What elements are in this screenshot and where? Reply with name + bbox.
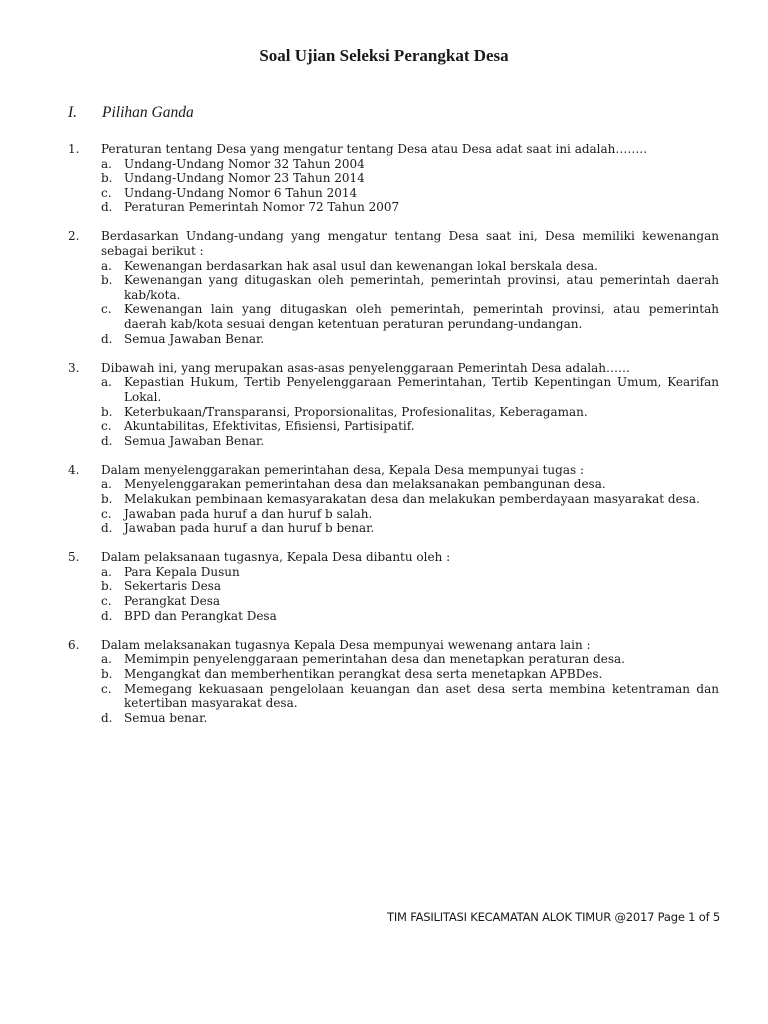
option-text: Memimpin penyelenggaraan pemerintahan desa dan menetapkan peraturan desa. bbox=[124, 652, 625, 667]
question-number: 2. bbox=[68, 229, 80, 244]
option-text: Akuntabilitas, Efektivitas, Efisiensi, Partisipatif. bbox=[124, 419, 415, 434]
option-text: Para Kepala Dusun bbox=[124, 564, 240, 579]
question-list bbox=[68, 142, 719, 740]
question-item bbox=[68, 463, 719, 536]
answer-option bbox=[68, 579, 719, 594]
question-text: Dalam menyelenggarakan pemerintahan desa, Kepala Desa mempunyai tugas : bbox=[101, 462, 585, 477]
option-letter: c. bbox=[101, 185, 112, 200]
option-text: Undang-Undang Nomor 23 Tahun 2014 bbox=[124, 171, 365, 186]
option-text: Semua Jawaban Benar. bbox=[124, 331, 265, 346]
question-item bbox=[68, 229, 719, 346]
question-stem bbox=[68, 463, 719, 478]
page-title: Soal Ujian Seleksi Perangkat Desa bbox=[259, 46, 509, 65]
option-letter: d. bbox=[101, 710, 113, 725]
answer-option bbox=[68, 521, 719, 536]
answer-option bbox=[68, 492, 719, 507]
option-text: BPD dan Perangkat Desa bbox=[124, 608, 277, 623]
answer-option bbox=[68, 711, 719, 726]
option-letter: c. bbox=[101, 302, 112, 317]
option-letter: d. bbox=[101, 433, 113, 448]
question-text: Peraturan tentang Desa yang mengatur tentang Desa atau Desa adat saat ini adalah…….. bbox=[101, 142, 648, 156]
option-letter: c. bbox=[101, 506, 112, 521]
section-number: I. bbox=[68, 104, 78, 121]
answer-option bbox=[68, 171, 719, 186]
option-letter: b. bbox=[101, 404, 113, 419]
question-stem bbox=[68, 142, 719, 157]
option-letter: a. bbox=[101, 564, 112, 579]
option-text: Memegang kekuasaan pengelolaan keuangan dan aset desa serta membina ketentraman dan ketertiban masyarakat desa. bbox=[124, 681, 719, 711]
answer-option bbox=[68, 273, 719, 302]
option-text: Kewenangan yang ditugaskan oleh pemerintah, pemerintah provinsi, atau pemerintah daerah kab/kota. bbox=[124, 273, 719, 302]
answer-option bbox=[68, 477, 719, 492]
answer-option bbox=[68, 302, 719, 331]
question-stem bbox=[68, 229, 719, 258]
question-item bbox=[68, 638, 719, 726]
question-item bbox=[68, 142, 719, 215]
answer-option bbox=[68, 157, 719, 172]
option-text: Melakukan pembinaan kemasyarakatan desa dan melakukan pemberdayaan masyarakat desa. bbox=[124, 491, 700, 506]
answer-option bbox=[68, 375, 719, 404]
answer-option bbox=[68, 682, 719, 711]
answer-option bbox=[68, 507, 719, 522]
section-title: Pilihan Ganda bbox=[102, 104, 194, 121]
option-text: Jawaban pada huruf a dan huruf b benar. bbox=[124, 521, 375, 536]
option-text: Perangkat Desa bbox=[124, 594, 221, 609]
option-letter: a. bbox=[101, 258, 112, 273]
option-letter: d. bbox=[101, 331, 113, 346]
question-text: Dalam pelaksanaan tugasnya, Kepala Desa dibantu oleh : bbox=[101, 550, 451, 565]
question-item bbox=[68, 361, 719, 449]
option-text: Undang-Undang Nomor 32 Tahun 2004 bbox=[124, 156, 365, 171]
option-text: Undang-Undang Nomor 6 Tahun 2014 bbox=[124, 185, 358, 200]
answer-option bbox=[68, 652, 719, 667]
question-number: 4. bbox=[68, 462, 80, 477]
option-letter: a. bbox=[101, 652, 112, 667]
question-stem bbox=[68, 638, 719, 653]
answer-option bbox=[68, 565, 719, 580]
option-letter: a. bbox=[101, 375, 112, 390]
question-item bbox=[68, 550, 719, 623]
option-text: Sekertaris Desa bbox=[124, 579, 221, 594]
option-letter: d. bbox=[101, 608, 113, 623]
option-letter: a. bbox=[101, 477, 112, 492]
option-text: Peraturan Pemerintah Nomor 72 Tahun 2007 bbox=[124, 200, 400, 215]
option-text: Kewenangan berdasarkan hak asal usul dan kewenangan lokal berskala desa. bbox=[124, 258, 598, 273]
answer-option bbox=[68, 434, 719, 449]
question-stem bbox=[68, 361, 719, 376]
question-number: 5. bbox=[68, 550, 80, 565]
option-letter: c. bbox=[101, 681, 112, 696]
option-text: Semua Jawaban Benar. bbox=[124, 433, 265, 448]
answer-option bbox=[68, 186, 719, 201]
option-text: Keterbukaan/Transparansi, Proporsionalitas, Profesionalitas, Keberagaman. bbox=[124, 404, 588, 419]
option-letter: b. bbox=[101, 666, 113, 681]
section-heading bbox=[68, 104, 194, 122]
answer-option bbox=[68, 405, 719, 420]
option-letter: b. bbox=[101, 273, 113, 288]
question-number: 3. bbox=[68, 360, 80, 375]
answer-option bbox=[68, 594, 719, 609]
question-number: 1. bbox=[68, 142, 80, 156]
option-letter: b. bbox=[101, 491, 113, 506]
option-text: Kepastian Hukum, Tertib Penyelenggaraan Pemerintahan, Tertib Kepentingan Umum, Kearifan Lokal. bbox=[124, 375, 719, 404]
option-text: Menyelenggarakan pemerintahan desa dan melaksanakan pembangunan desa. bbox=[124, 477, 606, 492]
answer-option bbox=[68, 609, 719, 624]
question-stem bbox=[68, 550, 719, 565]
option-text: Kewenangan lain yang ditugaskan oleh pemerintah, pemerintah provinsi, atau pemerintah daerah kab/kota sesuai dengan ketentuan peraturan perundang-undangan. bbox=[124, 302, 719, 332]
option-letter: d. bbox=[101, 200, 113, 215]
question-text: Berdasarkan Undang-undang yang mengatur tentang Desa saat ini, Desa memiliki kewenangan sebagai berikut : bbox=[101, 229, 719, 259]
option-letter: c. bbox=[101, 594, 112, 609]
option-letter: d. bbox=[101, 521, 113, 536]
option-letter: c. bbox=[101, 419, 112, 434]
option-text: Semua benar. bbox=[124, 710, 208, 725]
question-text: Dalam melaksanakan tugasnya Kepala Desa mempunyai wewenang antara lain : bbox=[101, 637, 591, 652]
page-footer: TIM FASILITASI KECAMATAN ALOK TIMUR @2017 Page 1 of 5 bbox=[387, 910, 720, 924]
answer-option bbox=[68, 332, 719, 347]
answer-option bbox=[68, 200, 719, 215]
option-text: Jawaban pada huruf a dan huruf b salah. bbox=[124, 506, 373, 521]
question-number: 6. bbox=[68, 637, 80, 652]
option-letter: b. bbox=[101, 579, 113, 594]
option-letter: a. bbox=[101, 156, 112, 171]
answer-option bbox=[68, 419, 719, 434]
option-letter: b. bbox=[101, 171, 113, 186]
question-text: Dibawah ini, yang merupakan asas-asas penyelenggaraan Pemerintah Desa adalah…… bbox=[101, 360, 630, 375]
answer-option bbox=[68, 259, 719, 274]
option-text: Mengangkat dan memberhentikan perangkat desa serta menetapkan APBDes. bbox=[124, 666, 603, 681]
answer-option bbox=[68, 667, 719, 682]
